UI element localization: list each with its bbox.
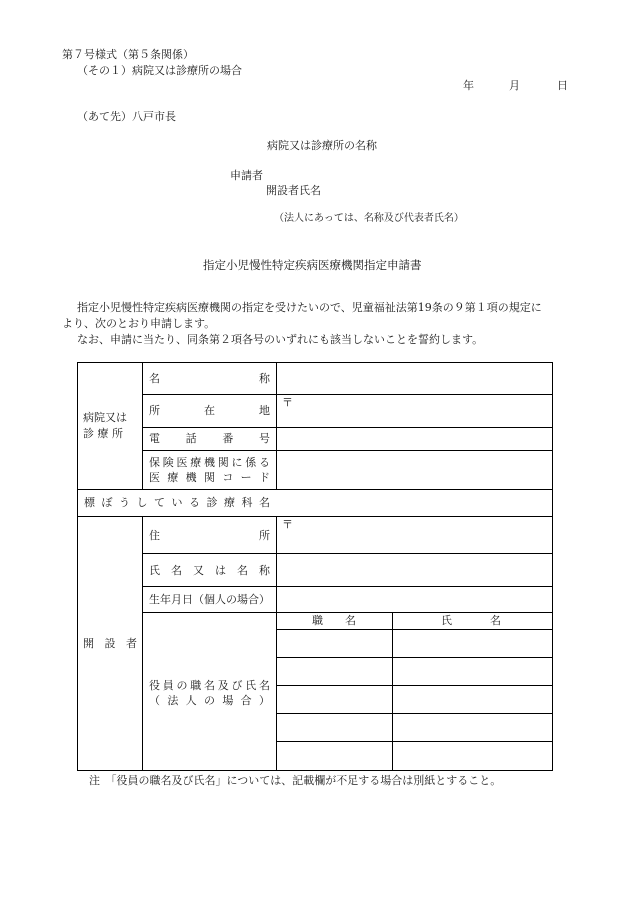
body-text-line3: なお、申請に当たり、同条第２項各号のいずれにも該当しないことを誓約します。 (77, 333, 484, 346)
applicant-label: 申請者 (230, 169, 263, 182)
founder-name-row-label: 氏 名 又 は 名 称 (149, 564, 270, 577)
corporation-note: （法人にあっては、名称及び代表者氏名） (274, 213, 464, 224)
form-variant: （その１）病院又は診療所の場合 (77, 64, 242, 77)
insurance-code-label-line2: 医 療 機 関 コ ー ド (149, 471, 270, 484)
insurance-code-label-line1: 保 険 医 療 機 関 に 係 る (149, 456, 270, 469)
officers-label-line2: （ 法 人 の 場 合 ） (149, 694, 270, 707)
founder-name-label: 開設者氏名 (266, 184, 321, 197)
body-text-line2: より、次のとおり申請します。 (62, 317, 216, 330)
facility-name-label: 病院又は診療所の名称 (267, 139, 377, 152)
document-title: 指定小児慢性特定疾病医療機関指定申請書 (203, 258, 422, 272)
date-year: 年 (463, 79, 474, 92)
facility-phone-row-label: 電 話 番 号 (149, 432, 270, 445)
departments-row-label: 標 ぼ う し て い る 診 療 科 名 (84, 496, 270, 509)
body-text-line1: 指定小児慢性特定疾病医療機関の指定を受けたいので、児童福祉法第19条の９第１項の規定に (77, 301, 542, 314)
facility-postal-mark: 〒 (282, 396, 293, 409)
officers-col-name-header: 氏 名 (441, 614, 501, 627)
form-number: 第７号様式（第５条関係） (62, 48, 194, 61)
date-month: 月 (509, 79, 520, 92)
founder-postal-mark: 〒 (282, 518, 293, 531)
founder-group-label: 開 設 者 (83, 637, 137, 650)
facility-group-label-line1: 病院又は (83, 411, 127, 424)
facility-name-row-label: 名 称 (149, 372, 270, 385)
officers-label-line1: 役 員 の 職 名 及 び 氏 名 (149, 679, 270, 692)
footnote: 注 「役員の職名及び氏名」については、記載欄が不足する場合は別紙とすること。 (89, 774, 502, 787)
founder-address-row-label: 住 所 (149, 529, 270, 542)
officers-col-position-header: 職 名 (312, 614, 356, 627)
date-day: 日 (557, 79, 568, 92)
addressee: （あて先）八戸市長 (77, 110, 176, 123)
facility-location-row-label: 所 在 地 (149, 404, 270, 417)
facility-group-label-line2: 診 療 所 (83, 427, 123, 440)
birthdate-row-label: 生年月日（個人の場合） (149, 593, 270, 606)
